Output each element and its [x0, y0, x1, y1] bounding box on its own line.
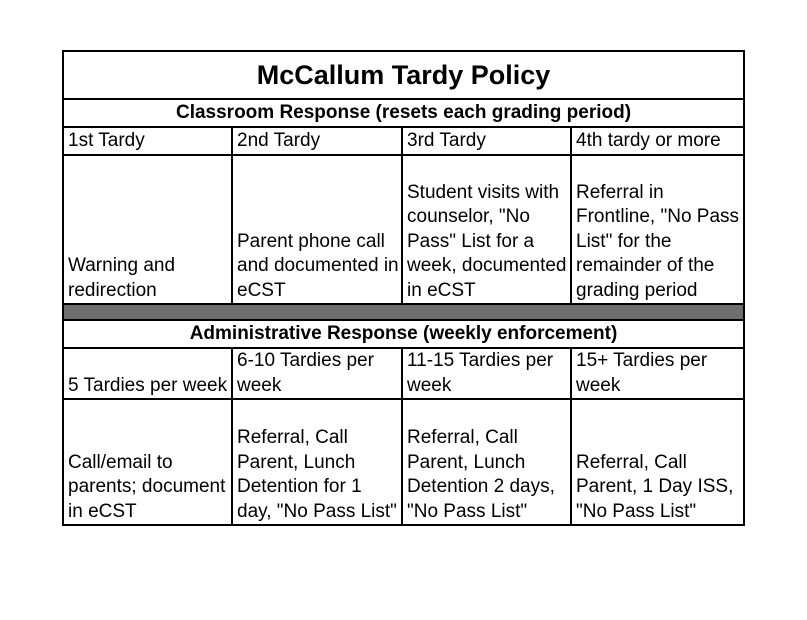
classroom-label-row — [63, 127, 744, 155]
classroom-response-text: Student visits with counselor, "No Pass" List for a week, documented in eCST — [407, 181, 567, 301]
administrative-section-heading: Administrative Response (weekly enforcement) — [63, 320, 744, 348]
administrative-response-cell — [232, 399, 402, 525]
administrative-response-row — [63, 399, 744, 525]
administrative-response-text: Referral, Call Parent, Lunch Detention 2 days, "No Pass List" — [407, 427, 555, 522]
classroom-column-label: 1st Tardy — [63, 127, 232, 155]
classroom-column-label: 2nd Tardy — [232, 127, 402, 155]
administrative-response-text: Referral, Call Parent, 1 Day ISS, "No Pass List" — [576, 451, 734, 522]
administrative-response-text: Call/email to parents; document in eCST — [68, 451, 226, 522]
administrative-column-label: 15+ Tardies per week — [571, 348, 744, 399]
administrative-label-row — [63, 348, 744, 399]
classroom-response-cell — [232, 155, 402, 304]
administrative-response-cell — [63, 399, 232, 525]
administrative-column-label: 11-15 Tardies per week — [402, 348, 571, 399]
classroom-response-text: Warning and redirection — [68, 255, 176, 301]
administrative-response-cell — [402, 399, 571, 525]
classroom-column-label: 3rd Tardy — [402, 127, 571, 155]
administrative-column-label: 6-10 Tardies per week — [232, 348, 402, 399]
administrative-heading-row — [63, 320, 744, 348]
classroom-response-cell — [402, 155, 571, 304]
classroom-response-text: Parent phone call and documented in eCST — [237, 230, 399, 301]
classroom-response-text: Referral in Frontline, "No Pass List" for the remainder of the grading period — [576, 181, 740, 301]
administrative-column-label: 5 Tardies per week — [63, 348, 232, 399]
classroom-response-row — [63, 155, 744, 304]
classroom-heading-row — [63, 99, 744, 127]
classroom-section-heading: Classroom Response (resets each grading period) — [63, 99, 744, 127]
classroom-column-label: 4th tardy or more — [571, 127, 744, 155]
administrative-response-cell — [571, 399, 744, 525]
section-separator — [63, 304, 744, 320]
section-separator-row — [63, 304, 744, 320]
tardy-policy-table — [62, 50, 745, 526]
administrative-response-text: Referral, Call Parent, Lunch Detention for 1 day, "No Pass List" — [237, 427, 397, 522]
classroom-response-cell — [571, 155, 744, 304]
title-row — [63, 51, 744, 99]
document-title: McCallum Tardy Policy — [63, 51, 744, 99]
classroom-response-cell — [63, 155, 232, 304]
